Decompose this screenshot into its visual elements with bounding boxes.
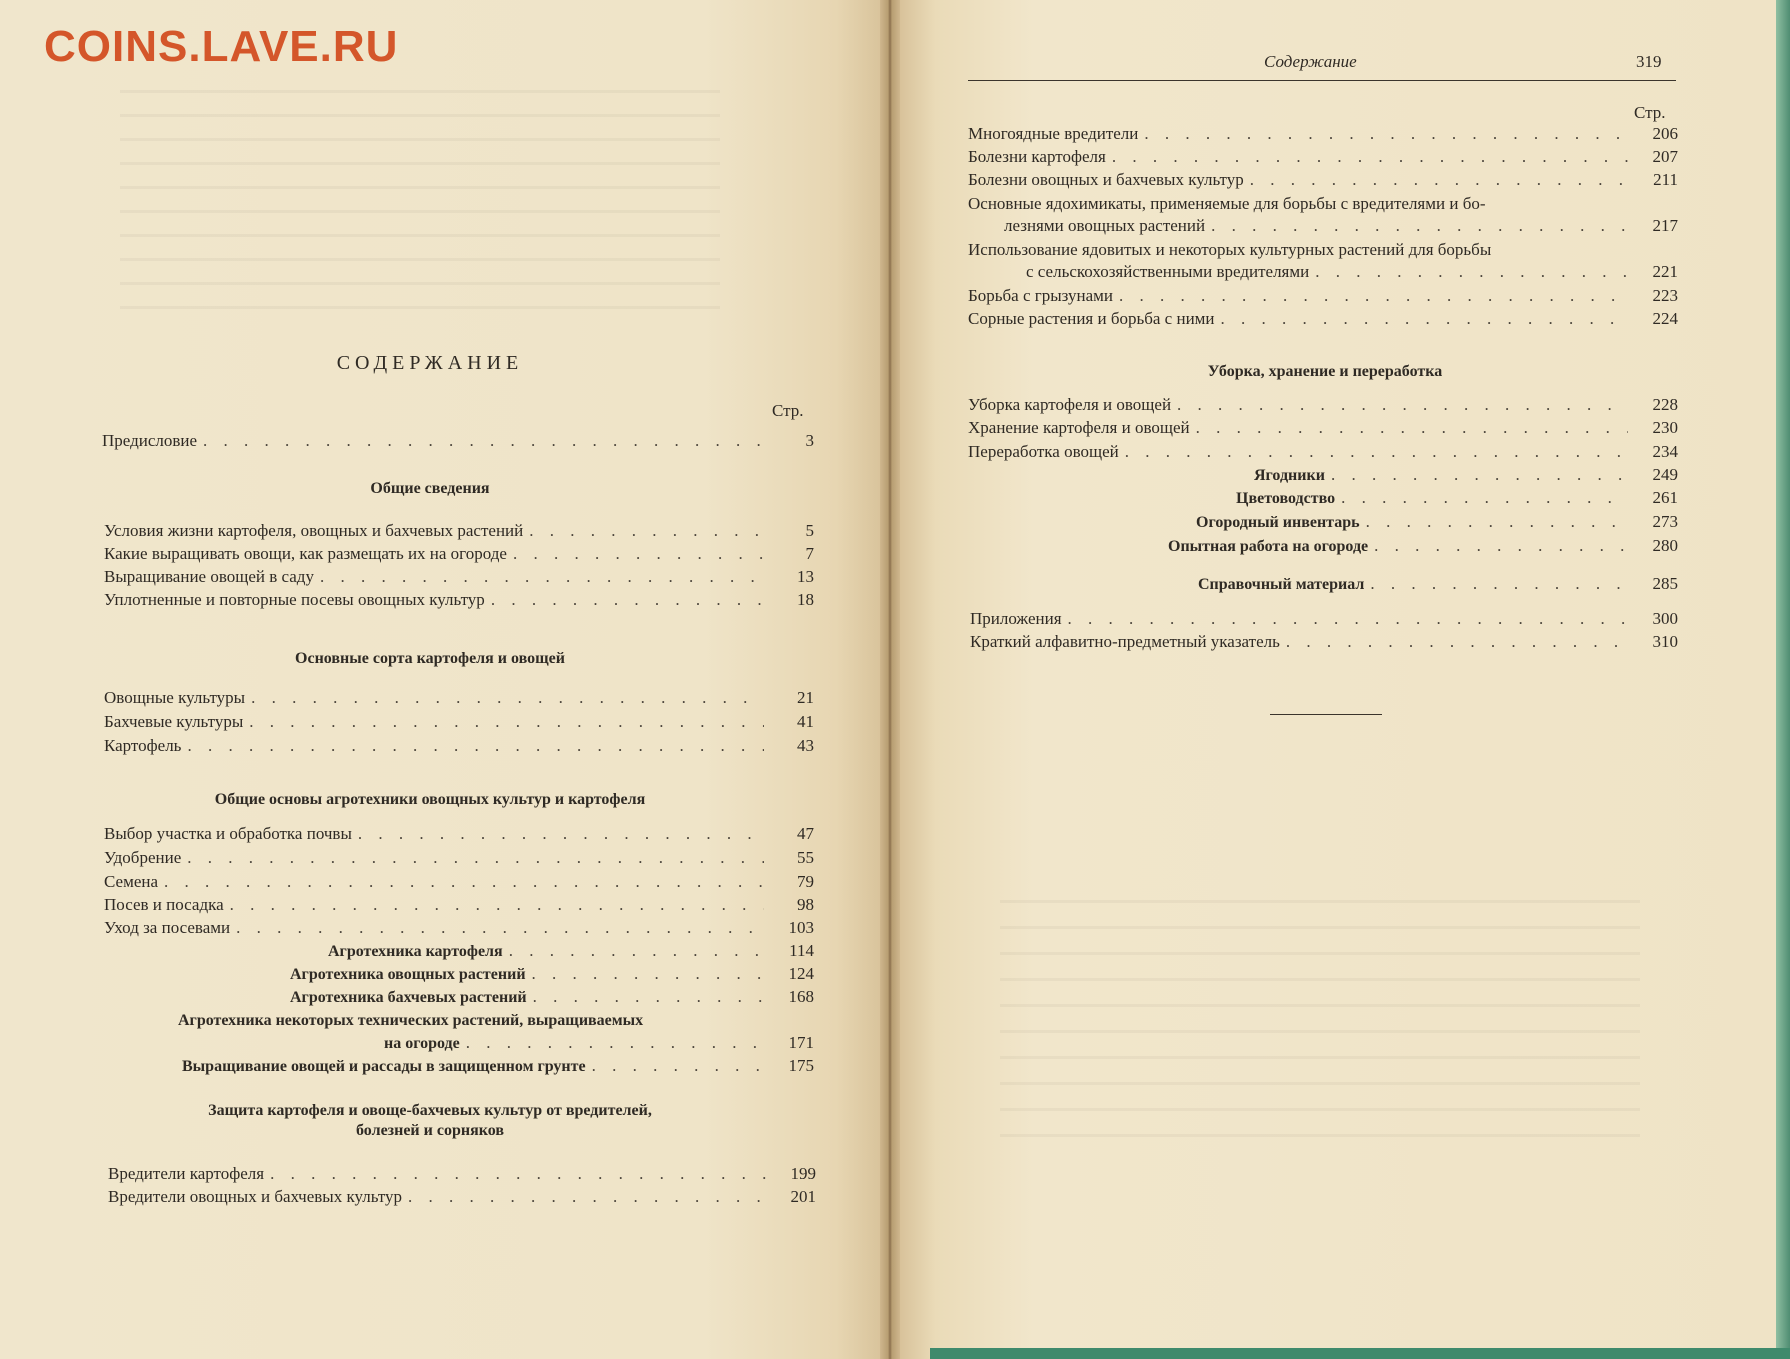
entry-page: 261: [1652, 488, 1678, 507]
dot-leader: [1221, 308, 1628, 330]
entry-title: Удобрение: [104, 848, 182, 867]
dot-leader: [1211, 215, 1628, 237]
entry-page: 300: [1652, 609, 1678, 628]
entry-page: 199: [790, 1164, 816, 1183]
dot-leader: [1119, 285, 1628, 307]
toc-entry: [104, 520, 814, 542]
entry-title: Сорные растения и борьба с ними: [968, 309, 1215, 328]
entry-page: 207: [1652, 147, 1678, 166]
dot-leader: [491, 589, 764, 611]
dot-leader: [164, 871, 764, 893]
entry-title: Приложения: [970, 609, 1062, 628]
toc-entry: [182, 1055, 814, 1077]
entry-title: Какие выращивать овощи, как размещать их на огороде: [104, 544, 507, 563]
toc-entry: [104, 543, 814, 565]
entry-page: 103: [788, 918, 814, 937]
page-column-label: Стр.: [772, 401, 804, 420]
dot-leader: [1177, 394, 1628, 416]
entry-page: 201: [790, 1187, 816, 1206]
toc-entry: [1196, 511, 1678, 533]
section-heading: Уборка, хранение и переработка: [1207, 363, 1443, 380]
dot-leader: [1112, 146, 1628, 168]
entry-page: 273: [1652, 512, 1678, 531]
entry-title: Предисловие: [102, 431, 198, 450]
entry-page: 175: [788, 1056, 814, 1075]
dot-leader: [187, 735, 764, 757]
entry-page: 18: [797, 590, 814, 609]
toc-entry: [104, 917, 814, 939]
entry-page: 206: [1652, 124, 1678, 143]
entry-title-line: Основные ядохимикаты, применяемые для борьбы с вредителями и бо-: [968, 194, 1486, 213]
entry-page: 168: [788, 987, 814, 1006]
page-column-label: Стр.: [1634, 103, 1666, 122]
entry-title: Болезни овощных и бахчевых культур: [968, 170, 1244, 189]
entry-page: 223: [1652, 286, 1678, 305]
entry-page: 98: [797, 895, 814, 914]
entry-title: Условия жизни картофеля, овощных и бахчевых растений: [104, 521, 524, 540]
entry-title: Справочный материал: [1198, 576, 1365, 593]
entry-title: Агротехника овощных растений: [290, 966, 526, 983]
entry-page: 3: [805, 431, 814, 450]
toc-entry: [1168, 535, 1678, 557]
dot-leader: [1341, 487, 1628, 509]
entry-title: Овощные культуры: [104, 688, 246, 707]
entry-page: 41: [797, 712, 814, 731]
entry-page: 249: [1652, 465, 1678, 484]
section-heading: Общие основы агротехники овощных культур и картофеля: [214, 791, 646, 808]
section-heading: Общие сведения: [370, 480, 490, 497]
dot-leader: [358, 823, 764, 845]
header-rule: [968, 80, 1676, 81]
toc-entry: [968, 394, 1678, 416]
entry-page: 310: [1652, 632, 1678, 651]
entry-title: Выращивание овощей и рассады в защищенном грунте: [182, 1058, 586, 1075]
entry-page: 13: [797, 567, 814, 586]
toc-entry: [290, 986, 814, 1008]
dot-leader: [513, 543, 764, 565]
toc-entry: [968, 123, 1678, 145]
entry-title: Цветоводство: [1236, 490, 1336, 507]
entry-title: Уборка картофеля и овощей: [968, 395, 1172, 414]
entry-title: Многоядные вредители: [968, 124, 1139, 143]
toc-entry: [968, 417, 1678, 439]
entry-page: 171: [788, 1033, 814, 1052]
entry-title: Агротехника картофеля: [328, 943, 503, 960]
toc-entry: [104, 711, 814, 733]
entry-title: Борьба с грызунами: [968, 286, 1114, 305]
toc-entry: [104, 589, 814, 611]
entry-page: 7: [805, 544, 814, 563]
toc-entry: [108, 1163, 816, 1185]
toc-entry: [104, 894, 814, 916]
entry-title: Картофель: [104, 736, 182, 755]
toc-entry: [968, 285, 1678, 307]
dot-leader: [1125, 441, 1628, 463]
dot-leader: [1196, 417, 1628, 439]
dot-leader: [270, 1163, 766, 1185]
dot-leader: [592, 1055, 764, 1077]
toc-entry: [104, 871, 814, 893]
toc-entry: [1198, 573, 1678, 595]
toc-entry: [108, 1186, 816, 1208]
entry-title: Огородный инвентарь: [1196, 514, 1360, 531]
dot-leader: [1068, 608, 1628, 630]
entry-title: с сельскохозяйственными вредителями: [1026, 262, 1310, 281]
toc-entry: [968, 169, 1678, 191]
entry-title: Посев и посадка: [104, 895, 224, 914]
dot-leader: [236, 917, 764, 939]
dot-leader: [1315, 261, 1628, 283]
dot-leader: [1370, 573, 1628, 595]
dot-leader: [533, 986, 764, 1008]
dot-leader: [230, 894, 764, 916]
entry-title: Переработка овощей: [968, 442, 1119, 461]
entry-title: Вредители картофеля: [108, 1164, 265, 1183]
toc-entry: [290, 963, 814, 985]
dot-leader: [1250, 169, 1628, 191]
dot-leader: [251, 687, 764, 709]
entry-page: 217: [1652, 216, 1678, 235]
toc-entry: [104, 687, 814, 709]
entry-page: 228: [1652, 395, 1678, 414]
cover-edge: [1776, 0, 1790, 1359]
dot-leader: [320, 566, 764, 588]
dot-leader: [532, 963, 764, 985]
dot-leader: [529, 520, 764, 542]
toc-title: СОДЕРЖАНИЕ: [336, 352, 524, 374]
running-head: Содержание: [1264, 52, 1357, 71]
entry-title: Ягодники: [1254, 467, 1325, 484]
show-through-texture: [1000, 900, 1640, 1160]
toc-entry: [970, 631, 1678, 653]
entry-title: Краткий алфавитно-предметный указатель: [970, 632, 1280, 651]
entry-title: Опытная работа на огороде: [1168, 538, 1369, 555]
entry-title: Выращивание овощей в саду: [104, 567, 314, 586]
end-rule: [1270, 714, 1382, 715]
entry-title: Хранение картофеля и овощей: [968, 418, 1190, 437]
toc-entry: [968, 441, 1678, 463]
entry-page: 55: [797, 848, 814, 867]
toc-entry: [104, 735, 814, 757]
page-number: 319: [1636, 52, 1662, 71]
show-through-texture: [120, 90, 720, 320]
dot-leader: [1286, 631, 1628, 653]
entry-title-line: Агротехника некоторых технических растений, выращиваемых: [178, 1012, 644, 1029]
entry-page: 234: [1652, 442, 1678, 461]
entry-title: Вредители овощных и бахчевых культур: [108, 1187, 403, 1206]
dot-leader: [249, 711, 764, 733]
entry-title: Уход за посевами: [104, 918, 231, 937]
dot-leader: [509, 940, 764, 962]
toc-entry: [102, 430, 814, 452]
toc-entry: [1026, 261, 1678, 283]
dot-leader: [1331, 464, 1628, 486]
entry-title: Уплотненные и повторные посевы овощных культур: [104, 590, 485, 609]
dot-leader: [203, 430, 764, 452]
entry-page: 43: [797, 736, 814, 755]
entry-title: Выбор участка и обработка почвы: [104, 824, 352, 843]
toc-entry: [968, 146, 1678, 168]
entry-page: 221: [1652, 262, 1678, 281]
entry-title: Бахчевые культуры: [104, 712, 244, 731]
entry-title: Болезни картофеля: [968, 147, 1106, 166]
toc-entry: [970, 608, 1678, 630]
dot-leader: [1374, 535, 1628, 557]
toc-entry: [1004, 215, 1678, 237]
book-gutter: [880, 0, 900, 1359]
toc-entry: [968, 308, 1678, 330]
toc-entry: [104, 823, 814, 845]
dot-leader: [1144, 123, 1628, 145]
section-heading: Защита картофеля и овоще-бахчевых культур от вредителей,: [208, 1102, 652, 1119]
section-heading: болезней и сорняков: [356, 1122, 504, 1139]
toc-entry: [104, 566, 814, 588]
toc-entry: [1254, 464, 1678, 486]
entry-page: 280: [1652, 536, 1678, 555]
entry-page: 230: [1652, 418, 1678, 437]
section-heading: Основные сорта картофеля и овощей: [295, 650, 565, 667]
cover-bottom-edge: [930, 1348, 1790, 1359]
entry-title-line: Использование ядовитых и некоторых культурных растений для борьбы: [968, 240, 1492, 259]
entry-title: лезнями овощных растений: [1004, 216, 1206, 235]
watermark: COINS.LAVE.RU: [44, 22, 399, 71]
entry-title: Семена: [104, 872, 159, 891]
dot-leader: [1366, 511, 1628, 533]
dot-leader: [187, 847, 764, 869]
entry-page: 114: [789, 941, 814, 960]
entry-page: 79: [797, 872, 814, 891]
entry-page: 224: [1652, 309, 1678, 328]
toc-entry: [328, 940, 814, 962]
toc-entry: [1236, 487, 1678, 509]
toc-entry: [384, 1032, 814, 1054]
dot-leader: [408, 1186, 766, 1208]
dot-leader: [466, 1032, 764, 1054]
entry-title: на огороде: [384, 1035, 460, 1052]
entry-page: 211: [1653, 170, 1678, 189]
entry-page: 5: [805, 521, 814, 540]
toc-entry: [104, 847, 814, 869]
entry-page: 124: [788, 964, 814, 983]
entry-title: Агротехника бахчевых растений: [290, 989, 527, 1006]
entry-page: 285: [1652, 574, 1678, 593]
entry-page: 21: [797, 688, 814, 707]
entry-page: 47: [797, 824, 814, 843]
